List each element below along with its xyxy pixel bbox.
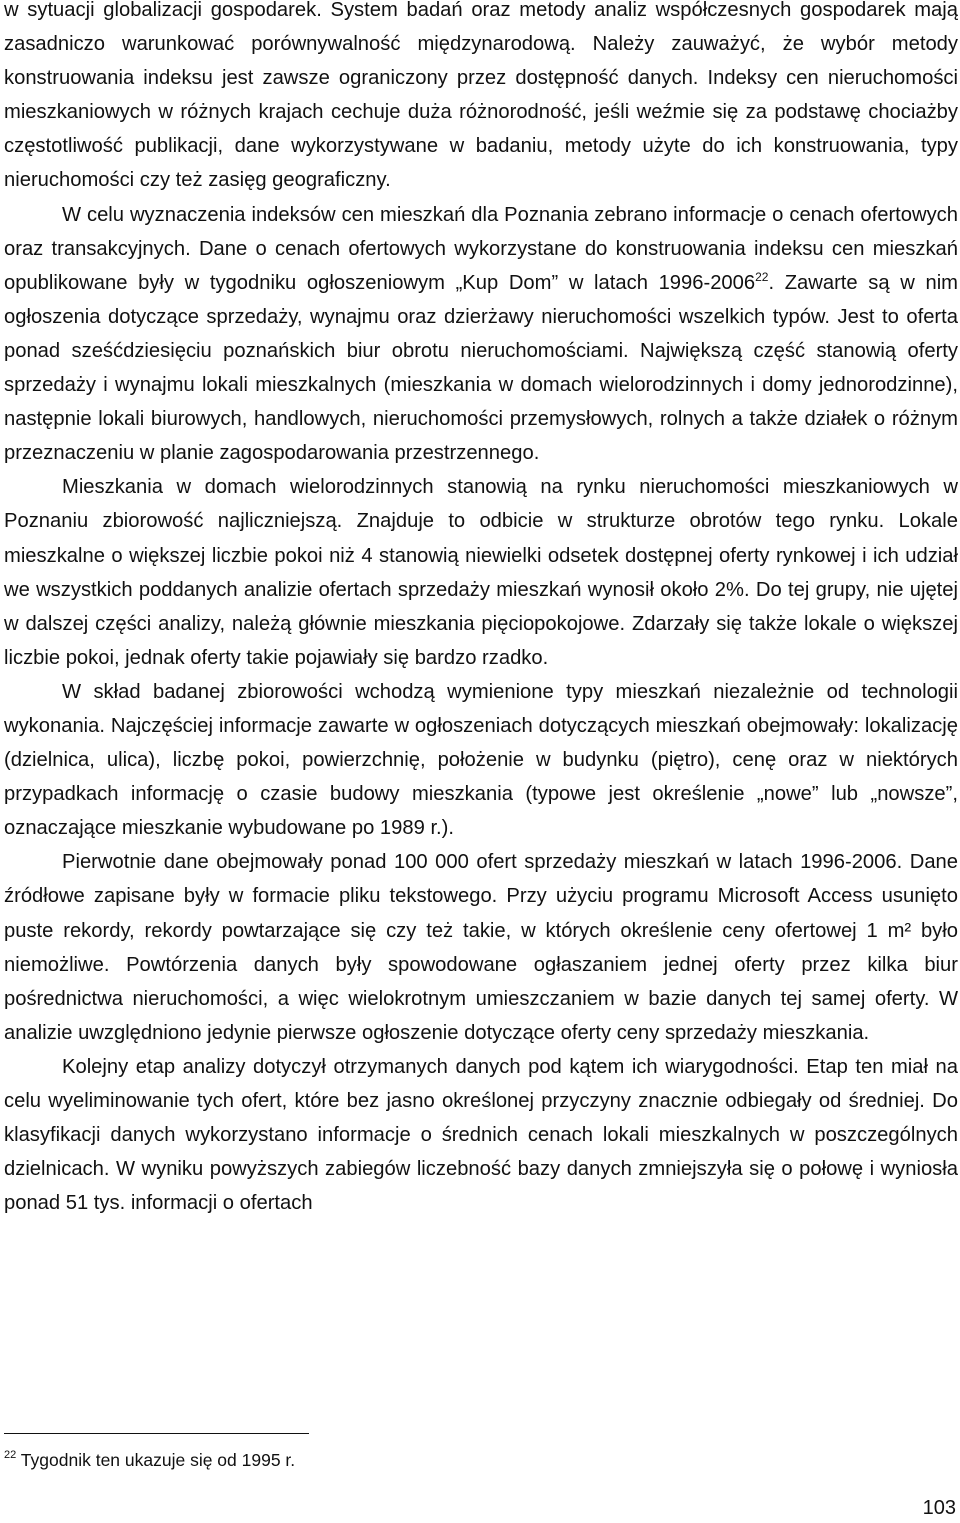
- page-number: 103: [922, 1497, 956, 1519]
- paragraph-4: W skład badanej zbiorowości wchodzą wymienione typy mieszkań niezależnie od technologii wykonania. Najczęściej informacje zawarte w ogłoszeniach dotyczących mieszkań obejmowały: lokalizację (dzielnica, ulica), liczbę pokoi, powierzchnię, położenie w budynku (piętro), cenę oraz w niektórych przypadkach informację o czasie budowy mieszkania (typowe jest określenie „nowe” lub „nowsze”, oznaczające mieszkanie wybudowane po 1989 r.).: [4, 680, 958, 840]
- paragraph-6: Kolejny etap analizy dotyczył otrzymanych danych pod kątem ich wiarygodności. Etap ten miał na celu wyeliminowanie tych ofert, które bez jasno określonej przyczyny znacznie odbiegały od średniej. Do klasyfikacji danych wykorzystano informacje o średnich cenach lokali mieszkalnych w poszczególnych dzielnicach. W wyniku powyższych zabiegów liczebność bazy danych zmniejszyła się o połowę i wyniosła ponad 51 tys. informacji o ofertach: [4, 1055, 958, 1215]
- paragraph-2-text-after: . Zawarte są w nim ogłoszenia dotyczące sprzedaży, wynajmu oraz dzierżawy nieruchomości wszelkich typów. Jest to oferta ponad sześćdziesięciu poznańskich biur obrotu nieruchomościami. Największą część stanowią oferty sprzedaży i wynajmu lokali mieszkalnych (mieszkania w domach wielorodzinnych i domy jednorodzinne), następnie lokali biurowych, handlowych, nieruchomości przemysłowych, rolnych a także działek o różnym przeznaczeniu w planie zagospodarowania przestrzennego.: [4, 271, 958, 465]
- paragraph-2-text-before: W celu wyznaczenia indeksów cen mieszkań dla Poznania zebrano informacje o cenach ofertowych oraz transakcyjnych. Dane o cenach ofertowych wykorzystane do konstruowania indeksu cen mieszkań opublikowane były w tygodniku ogłoszeniowym „Kup Dom” w latach 1996-2006: [4, 203, 958, 294]
- paragraph-1: w sytuacji globalizacji gospodarek. System badań oraz metody analiz współczesnych gospodarek mają zasadniczo warunkować porównywalność międzynarodową. Należy zauważyć, że wybór metody konstruowania indeksu jest zawsze ograniczony przez dostępność danych. Indeksy cen nieruchomości mieszkaniowych w różnych krajach cechuje duża różnorodność, jeśli weźmie się za podstawę chociażby częstotliwość publikacji, dane wykorzystywane w badaniu, metody użyte do ich konstruowania, typy nieruchomości czy też zasięg geograficzny.: [4, 0, 958, 192]
- page-body: [4, 0, 958, 1220]
- footnote-number: 22: [4, 1449, 17, 1461]
- paragraph-3: Mieszkania w domach wielorodzinnych stanowią na rynku nieruchomości mieszkaniowych w Poznaniu zbiorowość najliczniejszą. Znajduje to odbicie w strukturze obrotów tego rynku. Lokale mieszkalne o większej liczbie pokoi niż 4 stanowią niewielki odsetek dostępnej oferty rynkowej i ich udział we wszystkich poddanych analizie ofertach sprzedaży mieszkań wynosił około 2%. Do tej grupy, nie ujętej w dalszej części analizy, należą głównie mieszkania pięciopokojowe. Zdarzały się także lokale o większej liczbie pokoi, jednak oferty takie pojawiały się bardzo rzadko.: [4, 476, 958, 669]
- footnote: [4, 1449, 295, 1471]
- paragraph-5: Pierwotnie dane obejmowały ponad 100 000 ofert sprzedaży mieszkań w latach 1996-2006. Dane źródłowe zapisane były w formacie pliku tekstowego. Przy użyciu programu Microsoft Access usunięto puste rekordy, rekordy powtarzające się czy też takie, w których określenie ceny ofertowej 1 m² było niemożliwe. Powtórzenia danych były spowodowane ogłaszaniem jednej oferty przez kilka biur pośrednictwa nieruchomości, a więc wielokrotnym umieszczaniem w bazie danych tej samej oferty. W analizie uwzględniono jedynie pierwsze ogłoszenie dotyczące oferty ceny sprzedaży mieszkania.: [4, 851, 958, 1044]
- footnote-divider: [4, 1433, 309, 1434]
- footnote-text: Tygodnik ten ukazuje się od 1995 r.: [20, 1450, 296, 1470]
- paragraph-2: [4, 198, 958, 471]
- footnote-reference: 22: [755, 269, 769, 284]
